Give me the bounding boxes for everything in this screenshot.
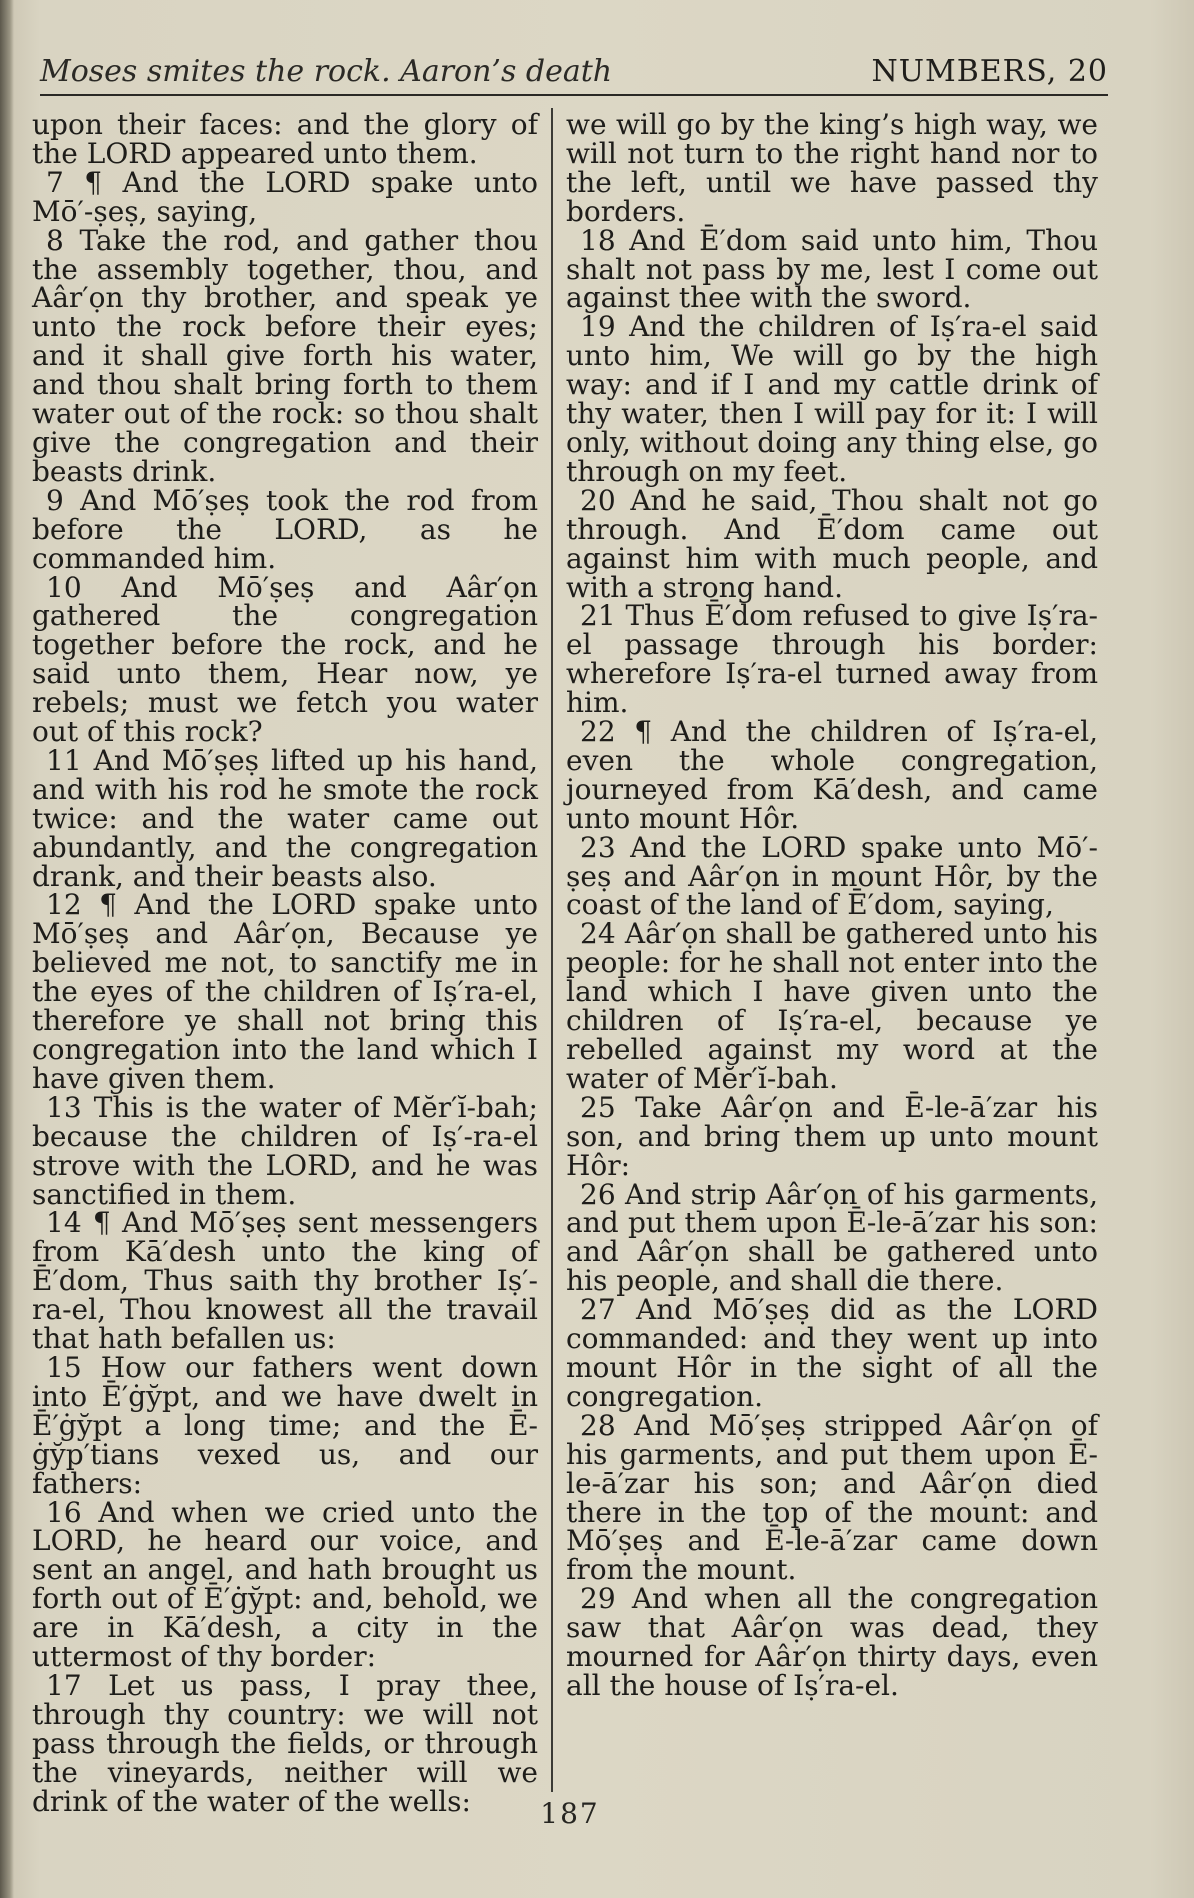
page-number: 187 [540,1797,600,1830]
verse-17: 17 Let us pass, I pray thee, through thy country: we will not pass through the fields, or through the vineyards, neither will we drink of the water of the wells: [32,1668,538,1818]
verse-22: 22 ¶ And the children of Iṣ′ra-el, even the whole congregation, journeyed from Kā′desh, and came unto mount Hôr. [566,715,1098,835]
verse-6-continued: upon their faces: and the glory of the LORD appeared unto them. [32,108,538,170]
verse-29: 29 And when all the congregation saw that Aâr′ọn was dead, they mourned for Aâr′ọn thirty days, even all the house of Iṣ′ra-el. [566,1582,1098,1702]
verse-8: 8 Take the rod, and gather thou the assembly together, thou, and Aâr′ọn thy brother, and speak ye unto the rock before their eyes; and it shall give forth his water, and thou shalt bring forth to them water out of the rock: so thou shalt give the congregation and their beasts drink. [32,223,538,488]
running-head [40,48,1108,96]
verse-14: 14 ¶ And Mō′ṣeṣ sent messengers from Kā′desh unto the king of Ē′dom, Thus saith thy brother Iṣ′-ra-el, Thou knowest all the travail that hath befallen us: [32,1206,538,1356]
column-divider [551,108,553,1792]
verse-11: 11 And Mō′ṣeṣ lifted up his hand, and with his rod he smote the rock twice: and the water came out abundantly, and the congregation drank, and their beasts also. [32,743,538,893]
verse-13: 13 This is the water of Mĕr′ĭ-bah; because the children of Iṣ′-ra-el strove with the LORD, and he was sanctified in them. [32,1090,538,1211]
verse-18: 18 And Ē′dom said unto him, Thou shalt not pass by me, lest I come out against thee with the sword. [566,223,1098,315]
verse-24: 24 Aâr′ọn shall be gathered unto his people: for he shall not enter into the land which I have given unto the children of Iṣ′ra-el, because ye rebelled against my word at the water of Mĕr′ĭ-bah. [566,917,1098,1095]
running-head-right: NUMBERS, 20 [871,54,1108,89]
left-column [32,108,538,1818]
verse-16: 16 And when we cried unto the LORD, he heard our voice, and sent an angel, and hath brought us forth out of Ē′ġy̆pt: and, behold, we are in Kā′desh, a city in the uttermost of thy border: [32,1495,538,1674]
verse-23: 23 And the LORD spake unto Mō′-ṣeṣ and Aâr′ọn in mount Hôr, by the coast of the land of Ē′dom, saying, [566,830,1098,922]
verse-10: 10 And Mō′ṣeṣ and Aâr′ọn gathered the congregation together before the rock, and he said unto them, Hear now, ye rebels; must we fetch you water out of this rock? [32,570,538,749]
verse-7: 7 ¶ And the LORD spake unto Mō′-ṣeṣ, saying, [32,165,538,228]
verse-28: 28 And Mō′ṣeṣ stripped Aâr′ọn of his garments, and put them upon Ē-le-ā′zar his son; and Aâr′ọn died there in the top of the mount: and Mō′ṣeṣ and Ē-le-ā′zar came down from the mount. [566,1408,1098,1587]
verse-19: 19 And the children of Iṣ′ra-el said unto him, We will go by the high way: and if I and my cattle drink of thy water, then I will pay for it: I will only, without doing any thing else, go through on my feet. [566,310,1098,488]
verse-20: 20 And he said, Thou shalt not go through. And Ē′dom came out against him with much people, and with a strong hand. [566,483,1098,604]
right-column [566,108,1098,1702]
running-head-left: Moses smites the rock. Aaron’s death [40,54,613,89]
verse-15: 15 How our fathers went down into Ē′ġy̆pt, and we have dwelt in Ē′ġy̆pt a long time; and the Ē-ġy̆p′tians vexed us, and our fathers: [32,1350,538,1500]
verse-25: 25 Take Aâr′ọn and Ē-le-ā′zar his son, and bring them up unto mount Hôr: [566,1090,1098,1182]
verse-9: 9 And Mō′ṣeṣ took the rod from before the LORD, as he commanded him. [32,483,538,575]
verse-26: 26 And strip Aâr′ọn of his garments, and put them upon Ē-le-ā′zar his son: and Aâr′ọn shall be gathered unto his people, and shall die there. [566,1177,1098,1298]
verse-17-continued: we will go by the king’s high way, we will not turn to the right hand nor to the left, until we have passed thy borders. [566,108,1098,228]
verse-12: 12 ¶ And the LORD spake unto Mō′ṣeṣ and Aâr′ọn, Because ye believed me not, to sanctify me in the eyes of the children of Iṣ′ra-el, therefore ye shall not bring this congregation into the land which I have given them. [32,888,538,1095]
book-spine-shadow [0,0,14,1898]
verse-21: 21 Thus Ē′dom refused to give Iṣ′ra-el passage through his border: wherefore Iṣ′ra-el turned away from him. [566,599,1098,720]
verse-27: 27 And Mō′ṣeṣ did as the LORD commanded: and they went up into mount Hôr in the sight of all the congregation. [566,1293,1098,1413]
